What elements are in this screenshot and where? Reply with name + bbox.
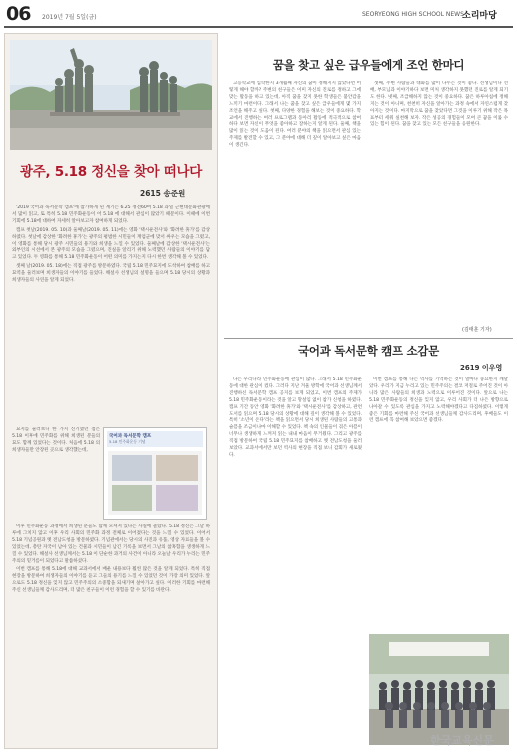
inset-subtitle: 5.18 민주화운동 기념 [109, 439, 146, 444]
group-photo [369, 634, 509, 745]
camp-review-col2 [369, 377, 508, 632]
advice-article-author: (김태훈 기자) [462, 327, 492, 333]
paragraph: 고등학교에 입학한지 3개월째 자신의 꿈이 정해지지 않았다면 어떻게 해야 할까? 주변의 친구들은 이미 자신의 진로를 정하고 그에 맞는 활동을 하고 있는데, 아직 꿈을 찾지 못한 학생들은 불안감을 느끼기 마련이다. 그래서 나는 꿈을 찾고 싶은 급우들에게 몇 가지 조언을 해주고 싶다. 첫째, 다양한 경험을 해보는 것이 중요하다. 학교에서 진행하는 여러 프로그램과 동아리 활동에 적극적으로 참여하다 보면 자신이 무엇을 좋아하고 잘하는지 알게 된다. 둘째, 책을 많이 읽는 것이 도움이 된다. 여러 분야의 책을 읽으면서 관심 있는 주제를 발견할 수 있고, 그 분야에 대해 더 깊이 알아보고 싶은 마음이 생긴다. [229, 81, 361, 149]
school-name: SEORYEONG HIGH SCHOOL NEWS [362, 11, 464, 18]
camp-review-col1 [229, 377, 362, 749]
inset-title: 국어과 독서문학 캠프 [109, 434, 152, 439]
paragraph: 셋째, 주변 사람들과 대화를 많이 나누는 것이 좋다. 선생님이나 선배, 부모님과 이야기하다 보면 미처 생각하지 못했던 진로를 알게 되기도 한다. 넷째, 조급해하지 않는 것이 중요하다. 꿈은 하루아침에 정해지는 것이 아니며, 천천히 자신을 알아가는 과정 속에서 자연스럽게 찾아지는 것이다. 마지막으로 꿈을 찾았다면 그것을 이루기 위해 작은 목표부터 세워 실천해 보자. 작은 성공의 경험들이 모여 큰 꿈을 이룰 수 있는 힘이 된다. 꿈을 찾고 있는 모든 친구들을 응원한다. [370, 81, 508, 128]
left-article-body-top [12, 205, 210, 425]
paragraph: 나는 우리나라 민주화운동에 관심이 많다. 그래서 5.18 민주화운동에 대한 관심이 컸다. 그러다 지난 겨울 방학에 국어과 선생님께서 진행하신 독서문학 캠프 공지를 보게 되었고, 이번 캠프의 주제가 5.18 민주화운동이라는 것을 알고 망설임 없이 참가 신청을 하였다. 캠프 기간 동안 영화 '화려한 휴가'와 '택시운전사'를 감상하고, 관련 도서를 읽으며 5.18 당시의 상황에 대해 깊이 생각해 볼 수 있었다. 특히 '소년이 온다'라는 책을 읽으면서 당시 희생된 사람들의 고통과 슬픔을 조금이나마 이해할 수 있었다. 책 속의 인물들이 겪은 아픔이 너무나 생생하게 느껴져 읽는 내내 마음이 무거웠다. 그리고 광주를 직접 방문하여 국립 5.18 민주묘지를 참배하고 옛 전남도청을 둘러보았다. 교과서에서만 보던 역사의 현장을 직접 보니 감회가 새로웠다. [229, 377, 362, 458]
page-header [0, 0, 517, 28]
left-article-byline: 2615 송준원 [140, 189, 186, 198]
paragraph: 셋째 날(2019. 05. 18)에는 직접 광주를 방문하였다. 국립 5.18 민주묘지에 도착하여 참배를 하고 묘역을 둘러보며 희생자들의 이야기를 들었다. 해설사 선생님의 설명을 들으며 5.18 당시의 상황과 희생자들의 사연을 알게 되었다. [12, 264, 210, 284]
page-number: 06 [6, 3, 31, 25]
camp-review-title: 국어과 독서문학 캠프 소감문 [298, 344, 439, 358]
memorial-photo [10, 40, 212, 150]
advice-article-title: 꿈을 찾고 싶은 급우들에게 조언 한마디 [272, 58, 465, 72]
camp-review-byline: 2619 이우영 [460, 364, 503, 372]
left-article-body-mid [12, 427, 100, 521]
paragraph: 이번 캠프를 통해 5.18에 대해 교과서에서 배운 내용보다 훨씬 많은 것을 알게 되었다. 특히 직접 현장을 방문하여 희생자들의 이야기를 듣고 그들의 용기를 느낄 수 있었던 것이 가장 의미 있었다. 앞으로도 5.18 정신을 잊지 않고 민주주의의 소중함을 되새기며 살아가고 싶다. 이러한 기회를 마련해 주신 선생님들께 감사드리며, 더 많은 친구들이 이런 경험을 할 수 있기를 바란다. [12, 567, 210, 594]
paragraph: 이번 캠프를 통해 나는 역사를 기억하는 것이 얼마나 중요한지 깨달았다. 우리가 지금 누리고 있는 민주주의는 결코 저절로 주어진 것이 아니라 많은 사람들의 희생과 노력으로 이루어진 것이다. 앞으로 나는 5.18 민주화운동의 정신을 잊지 않고, 우리 사회가 더 나은 방향으로 나아갈 수 있도록 관심을 가지고 노력해야겠다고 다짐하였다. 이렇게 좋은 기회를 마련해 주신 국어과 선생님들께 감사드리며, 후배들도 이런 캠프에 꼭 참여해 보았으면 좋겠다. [369, 377, 508, 424]
article-divider [224, 338, 513, 339]
left-article-title: 광주, 5.18 정신을 찾아 떠나다 [20, 164, 202, 180]
paragraph: 이후 민주화운동 과정에서 희생된 분들도 함께 모셔져 있다는 사실에 놀랐다. 5.18 정신은 그날 하루에 그치지 않고 이후 우리 사회의 민주화 과정 전체로 이어졌다는 것을 느낄 수 있었다. 이어서 5.18 기념공원과 옛 전남도청을 방문하였다. 기념관에서는 당시의 사진과 유품, 영상 자료들을 볼 수 있었는데, 총탄 자국이 남아 있는 건물과 시민들이 남긴 기록을 보면서 그날의 참혹함을 생생하게 느낄 수 있었다. 해설사 선생님께서는 5.18 이 단순한 과거의 사건이 아니라 오늘날 우리가 누리는 민주주의의 밑거름이 되었다고 말씀하셨다. [12, 524, 210, 564]
left-article-body-bottom [12, 524, 210, 746]
issue-date: 2019년 7월 5일(금) [42, 14, 97, 21]
paragraph: 묘지를 둘러보니 한 가지 신기했던 점은 5.18 이후에 민주화를 위해 희생된 분들의 묘도 함께 있었다는 것이다. 처음에 5.18 의 희생자들만 안장된 곳으로 생각했는데, [12, 427, 100, 453]
paragraph: '2019 국어과 독서문학 캠프'에 참가하게 된 계기는 6.25 정전60여 5.18 과일 근현대문화관광에서 많이 읽고, 또 특히 5.18 민주화운동이 어 5.18 에 대해서 관심이 많았기 때문이다. 이때에 이번 기회에 5.18에 대하여 자세히 알아보고자 참여하게 되었다. [12, 205, 210, 224]
advice-article-col2 [370, 81, 508, 325]
watermark: 한국교육신문 [430, 734, 494, 747]
advice-article-col1 [229, 81, 361, 325]
header-rule [4, 26, 513, 28]
camp-inset-image [103, 427, 207, 520]
section-name: 소리마당 [462, 11, 497, 21]
paragraph: 캠프 첫날(2019. 05. 10)과 둘째날(2019. 05. 11)에는 영화 '택시운전사'와 '화려한 휴가'를 감상하였다. 첫날에 감상한 '화려한 휴가'는 광주의 평범한 시민들이 계엄군에 맞서 싸우는 모습을 그렸고, 이 영화를 통해 당시 광주 시민들의 용기와 희생을 느낄 수 있었다. 둘째날에 감상한 '택시운전사'는 외부인의 시선에서 본 광주의 모습을 그렸으며, 진실을 알리기 위해 노력했던 사람들의 이야기를 담고 있었다. 두 영화를 통해 5.18 민주화운동이 어떤 의미를 가지는지 다시 한번 생각해 볼 수 있었다. [12, 227, 210, 261]
